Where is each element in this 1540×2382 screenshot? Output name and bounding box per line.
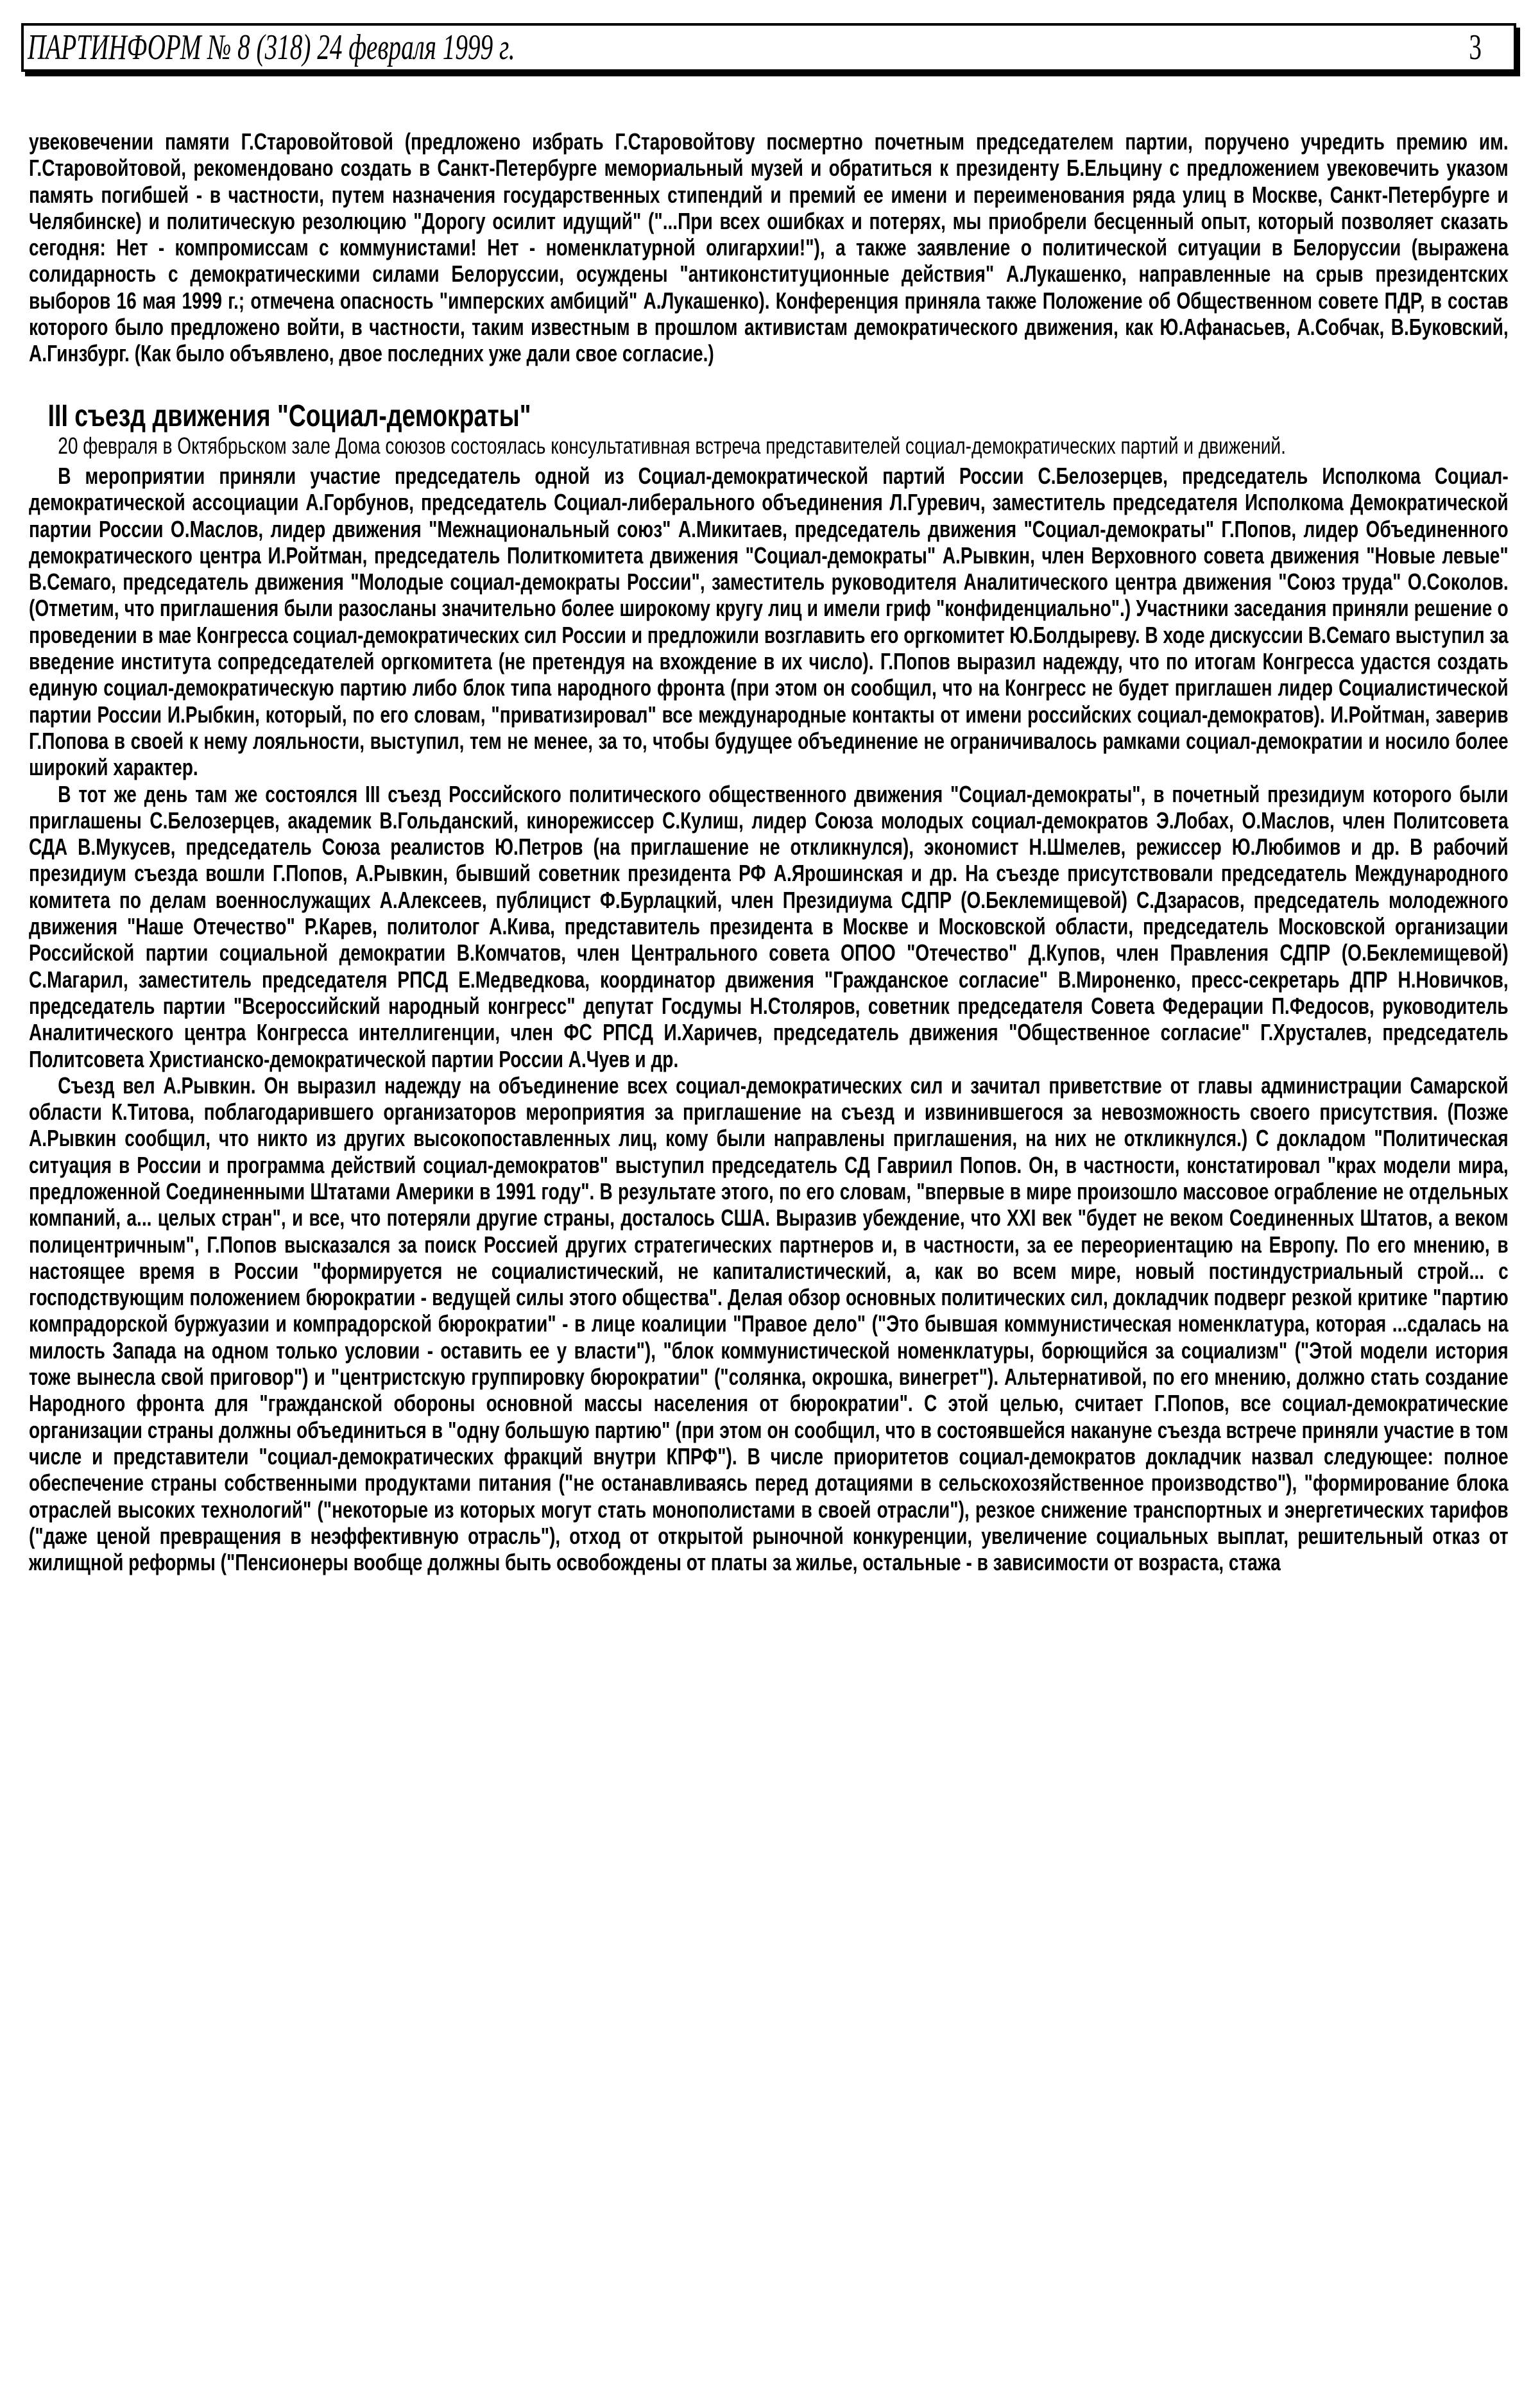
article-headline: III съезд движения "Социал-демократы" xyxy=(47,398,531,433)
article-paragraph: В мероприятии приняли участие председатель одной из Социал-демократической партий России С.Белозерцев, председатель Исполкома Социал-демократической ассоциации А.Горбунов, председатель Социал-либерального объединения Л.Гуревич, заместитель председателя Исполкома Демократической партии России О.Маслов, лидер движения "Межнациональный союз" А.Микитаев, председатель движения "Социал-демократы" Г.Попов, лидер Объединенного демократического центра И.Ройтман, председатель Политкомитета движения "Социал-демократы" А.Рывкин, член Верховного совета движения "Новые левые" В.Семаго, председатель движения "Молодые социал-демократы России", заместитель руководителя Аналитического центра движения "Союз труда" О.Соколов. (Отметим, что приглашения были разосланы значительно более широкому кругу лиц и имели гриф "конфиденциально".) Участники заседания приняли решение о проведении в мае Конгресса социал-демократических сил России и предложили возглавить его оргкомитет Ю.Болдыреву. В ходе дискуссии В.Семаго выступил за введение института сопредседателей оргкомитета (не претендуя на вхождение в их число). Г.Попов выразил надежду, что по итогам Конгресса удастся создать единую социал-демократическую партию либо блок типа народного фронта (при этом он сообщил, что на Конгресс не будет приглашен лидер Социалистической партии России И.Рыбкин, который, по его словам, "приватизировал" все международные контакты от имени российских социал-демократов). И.Ройтман, заверив Г.Попова в своей к нему лояльности, выступил, тем не менее, за то, чтобы будущее объединение не ограничивалось рамками социал-демократии и носило более широкий характер. xyxy=(29,462,1509,781)
article-paragraph: В тот же день там же состоялся III съезд Российского политического общественного движения "Социал-демократы", в почетный президиум которого были приглашены С.Белозерцев, академик В.Гольданский, кинорежиссер С.Кулиш, лидер Союза молодых социал-демократов Э.Лобах, О.Маслов, член Политсовета СДА В.Мукусев, председатель Союза реалистов Ю.Петров (на приглашение не откликнулся), экономист Н.Шмелев, режиссер Ю.Любимов и др. В рабочий президиум съезда вошли Г.Попов, А.Рывкин, бывший советник президента РФ А.Ярошинская и др. На съезде присутствовали председатель Международного комитета по делам военнослужащих А.Алексеев, публицист Ф.Бурлацкий, член Президиума СДПР (О.Беклемищевой) С.Дзарасов, председатель молодежного движения "Наше Отечество" Р.Карев, политолог А.Кива, представитель президента в Москве и Московской области, председатель Московской организации Российской партии социальной демократии В.Комчатов, член Центрального совета ОПОО "Отечество" Д.Купов, член Правления СДПР (О.Беклемищевой) С.Магарил, заместитель председателя РПСД Е.Медведкова, координатор движения "Гражданское согласие" В.Мироненко, пресс-секретарь ДПР Н.Новичков, председатель партии "Всероссийский народный конгресс" депутат Госдумы Н.Столяров, советник председателя Совета Федерации П.Федосов, руководитель Аналитического центра Конгресса интеллигенции, член ФС РПСД И.Харичев, председатель движения "Общественное согласие" Г.Хрусталев, председатель Политсовета Христианско-демократической партии России А.Чуев и др. xyxy=(29,780,1509,1072)
page-body xyxy=(29,128,1509,1575)
masthead-title: ПАРТИНФОРМ № 8 (318) 24 февраля 1999 г. xyxy=(28,28,515,67)
page-number: 3 xyxy=(1469,28,1482,67)
article-lead: 20 февраля в Октябрьском зале Дома союзов состоялась консультативная встреча представителей социал-демократических партий и движений. xyxy=(58,432,1286,459)
continuation-paragraph: увековечении памяти Г.Старовойтовой (предложено избрать Г.Старовойтову посмертно почетным председателем партии, поручено учредить премию им. Г.Старовойтовой, рекомендовано создать в Санкт-Петербурге мемориальный музей и обратиться к президенту Б.Ельцину с предложением увековечить указом память погибшей - в частности, путем назначения государственных стипендий и премий ее имени и переименования ряда улиц в Москве, Санкт-Петербурге и Челябинске) и политическую резолюцию "Дорогу осилит идущий" ("...При всех ошибках и потерях, мы приобрели бесценный опыт, который позволяет сказать сегодня: Нет - компромиссам с коммунистами! Нет - номенклатурной олигархии!"), а также заявление о политической ситуации в Белоруссии (выражена солидарность с демократическими силами Белоруссии, осуждены "антиконституционные действия" А.Лукашенко, направленные на срыв президентских выборов 16 мая 1999 г.; отмечена опасность "имперских амбиций" А.Лукашенко). Конференция приняла также Положение об Общественном совете ПДР, в состав которого было предложено войти, в частности, таким известным в прошлом активистам демократического движения, как Ю.Афанасьев, А.Собчак, В.Буковский, А.Гинзбург. (Как было объявлено, двое последних уже дали свое согласие.) xyxy=(29,128,1509,367)
masthead xyxy=(21,23,1516,72)
article-paragraph: Съезд вел А.Рывкин. Он выразил надежду на объединение всех социал-демократических сил и зачитал приветствие от главы администрации Самарской области К.Титова, поблагодарившего организаторов мероприятия за приглашение на съезд и извинившегося за невозможность своего присутствия. (Позже А.Рывкин сообщил, что никто из других высокопоставленных лиц, кому были направлены приглашения, на них не откликнулся.) С докладом "Политическая ситуация в России и программа действий социал-демократов" выступил председатель СД Гавриил Попов. Он, в частности, констатировал "крах модели мира, предложенной Соединенными Штатами Америки в 1991 году". В результате этого, по его словам, "впервые в мире произошло массовое ограбление не отдельных компаний, а... целых стран", и все, что потеряли другие страны, досталось США. Выразив убеждение, что XXI век "будет не веком Соединенных Штатов, а веком полицентричным", Г.Попов высказался за поиск Россией других стратегических партнеров и, в частности, за ее переориентацию на Европу. По его мнению, в настоящее время в России "формируется не социалистический, не капиталистический, а, как во всем мире, новый постиндустриальный строй... с господствующим положением бюрократии - ведущей силы этого общества". Делая обзор основных политических сил, докладчик подверг резкой критике "партию компрадорской буржуазии и компрадорской бюрократии" - в лице коалиции "Правое дело" ("Это бывшая коммунистическая номенклатура, которая ...сдалась на милость Запада на одном только условии - оставить ее у власти"), "блок коммунистической номенклатуры, борющийся за социализм" ("Этой модели история тоже вынесла свой приговор") и "центристскую группировку бюрократии" ("солянка, окрошка, винегрет"). Альтернативой, по его мнению, должно стать создание Народного фронта для "гражданской обороны основной массы населения от бюрократии". С этой целью, считает Г.Попов, все социал-демократические организации страны должны объединиться в "одну большую партию" (при этом он сообщил, что в состоявшейся накануне съезда встрече приняли участие в том числе и представители "социал-демократических фракций внутри КПРФ"). В числе приоритетов социал-демократов докладчик назвал следующее: полное обеспечение страны собственными продуктами питания ("не останавливаясь перед дотациями в сельскохозяйственное производство"), "формирование блока отраслей высоких технологий" ("некоторые из которых могут стать монополистами в своей отрасли"), резкое снижение транспортных и энергетических тарифов ("даже ценой превращения в неэффективную отрасль"), отход от открытой рыночной конкуренции, увеличение социальных выплат, решительный отказ от жилищной реформы ("Пенсионеры вообще должны быть освобождены от платы за жилье, остальные - в зависимости от возраста, стажа xyxy=(29,1072,1509,1576)
